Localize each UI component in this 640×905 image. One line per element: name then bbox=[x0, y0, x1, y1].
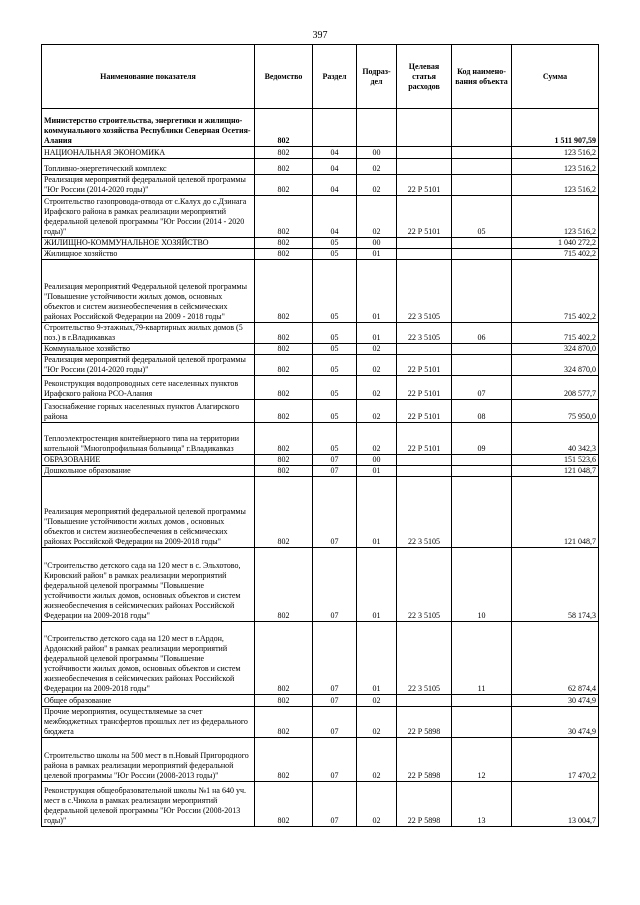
cell-section: 05 bbox=[313, 400, 357, 423]
cell-sum: 40 342,3 bbox=[512, 423, 599, 455]
header-target: Целевая статья расходов bbox=[397, 45, 452, 109]
cell-name: Реализация мероприятий федеральной целевой программы "Юг России (2014-2020 годы)" bbox=[42, 355, 255, 376]
cell-name: ОБРАЗОВАНИЕ bbox=[42, 455, 255, 466]
cell-object bbox=[452, 355, 512, 376]
cell-sum: 62 874,4 bbox=[512, 622, 599, 695]
cell-subsection: 01 bbox=[357, 260, 397, 323]
cell-section: 05 bbox=[313, 260, 357, 323]
cell-object: 06 bbox=[452, 323, 512, 344]
cell-object: 10 bbox=[452, 548, 512, 622]
cell-sum: 30 474,9 bbox=[512, 707, 599, 738]
cell-sum: 75 950,0 bbox=[512, 400, 599, 423]
cell-subsection: 00 bbox=[357, 238, 397, 249]
cell-object bbox=[452, 109, 512, 147]
cell-target bbox=[397, 344, 452, 355]
cell-dept: 802 bbox=[255, 355, 313, 376]
cell-object bbox=[452, 344, 512, 355]
table-row bbox=[42, 423, 599, 455]
cell-name: Коммунальное хозяйство bbox=[42, 344, 255, 355]
table-row bbox=[42, 376, 599, 400]
cell-subsection: 02 bbox=[357, 782, 397, 827]
cell-section: 07 bbox=[313, 707, 357, 738]
table-row bbox=[42, 466, 599, 477]
cell-subsection: 01 bbox=[357, 477, 397, 548]
cell-dept: 802 bbox=[255, 455, 313, 466]
cell-sum: 715 402,2 bbox=[512, 260, 599, 323]
cell-sum: 1 511 907,59 bbox=[512, 109, 599, 147]
cell-subsection: 01 bbox=[357, 548, 397, 622]
table-row bbox=[42, 159, 599, 175]
cell-dept: 802 bbox=[255, 466, 313, 477]
cell-name: НАЦИОНАЛЬНАЯ ЭКОНОМИКА bbox=[42, 147, 255, 159]
cell-name: Реконструкция водопроводных сете населенных пунктов Ирафского района РСО-Алания bbox=[42, 376, 255, 400]
cell-object: 11 bbox=[452, 622, 512, 695]
cell-section: 07 bbox=[313, 782, 357, 827]
cell-target: 22 3 5105 bbox=[397, 323, 452, 344]
cell-sum: 324 870,0 bbox=[512, 344, 599, 355]
header-sum: Сумма bbox=[512, 45, 599, 109]
cell-dept: 802 bbox=[255, 400, 313, 423]
cell-target: 22 Р 5898 bbox=[397, 782, 452, 827]
cell-dept: 802 bbox=[255, 238, 313, 249]
cell-dept: 802 bbox=[255, 548, 313, 622]
table-row bbox=[42, 147, 599, 159]
table-row bbox=[42, 238, 599, 249]
cell-subsection: 01 bbox=[357, 622, 397, 695]
cell-subsection: 02 bbox=[357, 175, 397, 196]
cell-name: Общее образование bbox=[42, 695, 255, 707]
cell-name: Реализация мероприятий федеральной целевой программы "Юг России (2014-2020 годы)" bbox=[42, 175, 255, 196]
cell-target: 22 Р 5898 bbox=[397, 707, 452, 738]
cell-section: 04 bbox=[313, 175, 357, 196]
cell-name: Газоснабжение горных населенных пунктов Алагирского района bbox=[42, 400, 255, 423]
cell-section: 07 bbox=[313, 695, 357, 707]
cell-section: 05 bbox=[313, 249, 357, 260]
cell-sum: 123 516,2 bbox=[512, 147, 599, 159]
cell-target: 22 Р 5101 bbox=[397, 400, 452, 423]
cell-name: Топливно-энергетический комплекс bbox=[42, 159, 255, 175]
cell-object: 07 bbox=[452, 376, 512, 400]
cell-target bbox=[397, 466, 452, 477]
cell-dept: 802 bbox=[255, 159, 313, 175]
cell-sum: 123 516,2 bbox=[512, 159, 599, 175]
header-dept: Ведомство bbox=[255, 45, 313, 109]
cell-object bbox=[452, 695, 512, 707]
cell-target bbox=[397, 249, 452, 260]
cell-target: 22 3 5105 bbox=[397, 477, 452, 548]
table-row bbox=[42, 622, 599, 695]
table-row bbox=[42, 455, 599, 466]
cell-dept: 802 bbox=[255, 622, 313, 695]
table-header-row bbox=[42, 45, 599, 109]
cell-dept: 802 bbox=[255, 249, 313, 260]
cell-section: 07 bbox=[313, 548, 357, 622]
cell-section: 05 bbox=[313, 376, 357, 400]
cell-section: 05 bbox=[313, 323, 357, 344]
cell-object bbox=[452, 466, 512, 477]
cell-name: Реконструкция общеобразовательной школы №1 на 640 уч. мест в с.Чиколa в рамках реализации мероприятий федеральной целевой программы "Юг России (2008-2013 годы)" bbox=[42, 782, 255, 827]
cell-section: 07 bbox=[313, 738, 357, 782]
cell-sum: 208 577,7 bbox=[512, 376, 599, 400]
cell-target: 22 3 5105 bbox=[397, 548, 452, 622]
cell-section: 05 bbox=[313, 238, 357, 249]
table-row bbox=[42, 707, 599, 738]
cell-sum: 1 040 272,2 bbox=[512, 238, 599, 249]
table-row bbox=[42, 196, 599, 238]
cell-target bbox=[397, 695, 452, 707]
cell-name: "Строительство детского сада на 120 мест в с. Эльхотово, Кировский район" в рамках реализации мероприятий федеральной целевой программы "Повышение устойчивости жилых домов, основных объектов и систем жизнеобеспечения в сейсмических районах Российской Федерации на 2009-2018 годы" bbox=[42, 548, 255, 622]
cell-subsection: 02 bbox=[357, 707, 397, 738]
cell-sum: 123 516,2 bbox=[512, 175, 599, 196]
cell-target: 22 Р 5101 bbox=[397, 175, 452, 196]
cell-section: 07 bbox=[313, 477, 357, 548]
table-row bbox=[42, 355, 599, 376]
cell-section: 05 bbox=[313, 355, 357, 376]
cell-sum: 715 402,2 bbox=[512, 249, 599, 260]
cell-dept: 802 bbox=[255, 323, 313, 344]
cell-object: 12 bbox=[452, 738, 512, 782]
cell-object bbox=[452, 249, 512, 260]
cell-object bbox=[452, 238, 512, 249]
header-subsection: Подраз-дел bbox=[357, 45, 397, 109]
cell-target: 22 Р 5101 bbox=[397, 423, 452, 455]
cell-dept: 802 bbox=[255, 376, 313, 400]
cell-target: 22 3 5105 bbox=[397, 260, 452, 323]
cell-dept: 802 bbox=[255, 477, 313, 548]
table-row bbox=[42, 260, 599, 323]
cell-section: 05 bbox=[313, 344, 357, 355]
cell-name: "Строительство детского сада на 120 мест в г.Ардон, Ардонский район" в рамках реализации мероприятий федеральной целевой программы "Повышение устойчивости жилых домов, основных объектов и систем жизнеобеспечения в сейсмических районах Российской Федерации на 2009-2018 годы" bbox=[42, 622, 255, 695]
cell-dept: 802 bbox=[255, 738, 313, 782]
cell-dept: 802 bbox=[255, 423, 313, 455]
budget-table bbox=[41, 44, 599, 827]
cell-section: 07 bbox=[313, 466, 357, 477]
table-row bbox=[42, 477, 599, 548]
cell-name: Строительство школы на 500 мест в п.Новый Пригородного района в рамках реализации мероприятий федеральной целевой программы "Юг России (2008-2013 годы)" bbox=[42, 738, 255, 782]
cell-target: 22 Р 5101 bbox=[397, 376, 452, 400]
cell-target bbox=[397, 455, 452, 466]
cell-target bbox=[397, 109, 452, 147]
cell-object: 13 bbox=[452, 782, 512, 827]
cell-section: 07 bbox=[313, 622, 357, 695]
table-row bbox=[42, 738, 599, 782]
cell-dept: 802 bbox=[255, 695, 313, 707]
cell-dept: 802 bbox=[255, 260, 313, 323]
cell-subsection: 01 bbox=[357, 466, 397, 477]
cell-sum: 58 174,3 bbox=[512, 548, 599, 622]
table-row bbox=[42, 782, 599, 827]
cell-sum: 151 523,6 bbox=[512, 455, 599, 466]
cell-section: 07 bbox=[313, 455, 357, 466]
cell-subsection: 02 bbox=[357, 344, 397, 355]
cell-section bbox=[313, 109, 357, 147]
cell-dept: 802 bbox=[255, 196, 313, 238]
cell-object: 05 bbox=[452, 196, 512, 238]
cell-target: 22 Р 5898 bbox=[397, 738, 452, 782]
cell-object: 09 bbox=[452, 423, 512, 455]
cell-subsection: 01 bbox=[357, 249, 397, 260]
table-body bbox=[42, 109, 599, 827]
table-row bbox=[42, 695, 599, 707]
cell-subsection: 02 bbox=[357, 376, 397, 400]
cell-sum: 123 516,2 bbox=[512, 196, 599, 238]
cell-target bbox=[397, 159, 452, 175]
cell-object bbox=[452, 159, 512, 175]
cell-target: 22 Р 5101 bbox=[397, 196, 452, 238]
cell-dept: 802 bbox=[255, 344, 313, 355]
cell-object bbox=[452, 455, 512, 466]
cell-target: 22 3 5105 bbox=[397, 622, 452, 695]
cell-sum: 13 004,7 bbox=[512, 782, 599, 827]
table-row bbox=[42, 344, 599, 355]
cell-name: Реализация мероприятий Федеральной целевой программы "Повышение устойчивости жилых домов, основных объектов и систем жизнеобеспечения в сейсмических районах Российской Федерации на 2009 - 2018 годы" bbox=[42, 260, 255, 323]
table-row bbox=[42, 249, 599, 260]
cell-subsection: 00 bbox=[357, 147, 397, 159]
cell-section: 04 bbox=[313, 196, 357, 238]
cell-name: Реализация мероприятий федеральной целевой программы "Повышение устойчивости жилых домов , основных объектов и систем жизнеобеспечения в сейсмических районах Российской Федерации на 2009-2018 годы" bbox=[42, 477, 255, 548]
cell-sum: 121 048,7 bbox=[512, 477, 599, 548]
cell-name: Строительство 9-этажных,79-квартирных жилых домов (5 поз.) в г.Владикавказ bbox=[42, 323, 255, 344]
cell-name: Дошкольное образование bbox=[42, 466, 255, 477]
cell-dept: 802 bbox=[255, 175, 313, 196]
cell-section: 04 bbox=[313, 147, 357, 159]
cell-name: Жилищное хозяйство bbox=[42, 249, 255, 260]
cell-dept: 802 bbox=[255, 147, 313, 159]
table-row bbox=[42, 400, 599, 423]
cell-name: Строительство газопровода-отвода от с.Калух до с.Дзинага Ирафского района в рамках реализации мероприятий федеральной целевой программы "Юг России (2014 - 2020 годы)" bbox=[42, 196, 255, 238]
cell-object bbox=[452, 260, 512, 323]
cell-name: Теплоэлектростенция контейнерного типа на территории котельной "Многопрофильная больница" г.Владикавказ bbox=[42, 423, 255, 455]
cell-object bbox=[452, 477, 512, 548]
header-object: Код наимено-вания объекта bbox=[452, 45, 512, 109]
cell-subsection: 02 bbox=[357, 355, 397, 376]
cell-target bbox=[397, 147, 452, 159]
cell-sum: 715 402,2 bbox=[512, 323, 599, 344]
cell-object: 08 bbox=[452, 400, 512, 423]
table-row bbox=[42, 548, 599, 622]
table-row bbox=[42, 109, 599, 147]
cell-dept: 802 bbox=[255, 782, 313, 827]
cell-target: 22 Р 5101 bbox=[397, 355, 452, 376]
cell-subsection: 00 bbox=[357, 455, 397, 466]
cell-name: Прочие мероприятия, осуществляемые за счет межбюджетных трансфертов прошлых лет из федерального бюджета bbox=[42, 707, 255, 738]
table-row bbox=[42, 323, 599, 344]
cell-name: Министерство строительства, энергетики и жилищно-коммунального хозяйства Республики Северная Осетия-Алания bbox=[42, 109, 255, 147]
cell-subsection: 01 bbox=[357, 323, 397, 344]
cell-dept: 802 bbox=[255, 109, 313, 147]
cell-subsection: 02 bbox=[357, 423, 397, 455]
cell-subsection: 02 bbox=[357, 196, 397, 238]
cell-subsection: 02 bbox=[357, 400, 397, 423]
cell-subsection bbox=[357, 109, 397, 147]
page-number: 397 bbox=[312, 30, 328, 41]
cell-target bbox=[397, 238, 452, 249]
header-name: Наименование показателя bbox=[42, 45, 255, 109]
header-section: Раздел bbox=[313, 45, 357, 109]
cell-object bbox=[452, 707, 512, 738]
cell-section: 05 bbox=[313, 423, 357, 455]
cell-object bbox=[452, 147, 512, 159]
cell-subsection: 02 bbox=[357, 738, 397, 782]
table-row bbox=[42, 175, 599, 196]
cell-subsection: 02 bbox=[357, 159, 397, 175]
cell-subsection: 02 bbox=[357, 695, 397, 707]
cell-sum: 121 048,7 bbox=[512, 466, 599, 477]
cell-dept: 802 bbox=[255, 707, 313, 738]
cell-sum: 17 470,2 bbox=[512, 738, 599, 782]
cell-section: 04 bbox=[313, 159, 357, 175]
cell-sum: 324 870,0 bbox=[512, 355, 599, 376]
cell-name: ЖИЛИЩНО-КОММУНАЛЬНОЕ ХОЗЯЙСТВО bbox=[42, 238, 255, 249]
cell-object bbox=[452, 175, 512, 196]
cell-sum: 30 474,9 bbox=[512, 695, 599, 707]
